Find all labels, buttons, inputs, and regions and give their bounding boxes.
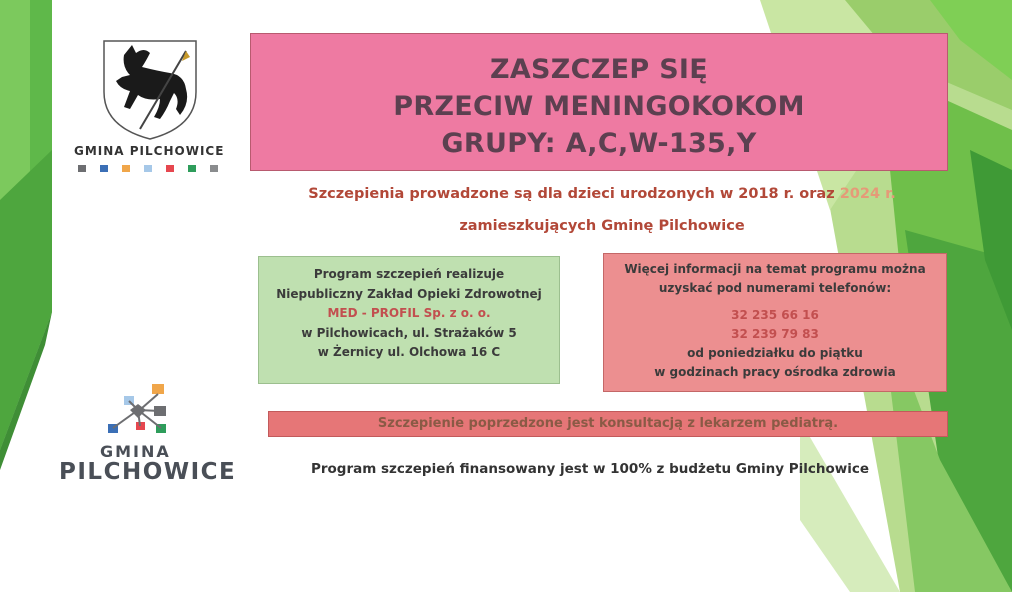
provider-company: MED - PROFIL Sp. z o. o. [327,306,491,320]
palette-swatch [188,165,196,172]
contact-intro: Więcej informacji na temat programu można [624,262,926,276]
phone-number: 32 235 66 16 [731,308,819,322]
palette-swatch [78,165,86,172]
provider-address: w Żernicy ul. Olchowa 16 C [317,345,501,359]
provider-line: Program szczepień realizuje [313,267,505,281]
phone-number: 32 239 79 83 [731,327,819,341]
eligibility-year-2024: 2024 r. [839,186,896,202]
coat-of-arms-logo [100,37,200,142]
contact-hours: w godzinach pracy ośrodka zdrowia [654,365,896,379]
provider-address: w Pilchowicach, ul. Strażaków 5 [301,325,517,340]
network-logo-icon [98,382,178,442]
provider-info-box [258,256,560,384]
headline-line-3: GRUPY: A,C,W-135,Y [441,127,757,159]
eligibility-prefix: Szczepienia prowadzone są dla dzieci urodzonych w 2018 r. oraz [308,186,835,202]
headline-banner [250,33,948,171]
residency-text: zamieszkujących Gminę Pilchowice [459,218,745,234]
palette-swatch [166,165,174,172]
palette-swatch [144,165,152,172]
financing-note: Program szczepień finansowany jest w 100% z budżetu Gminy Pilchowice [310,461,870,477]
logo-text-pilchowice: PILCHOWICE [59,459,237,485]
color-palette-strip [78,165,218,172]
provider-line: Niepubliczny Zakład Opieki Zdrowotnej [276,286,542,301]
palette-swatch [210,165,218,172]
palette-swatch [122,165,130,172]
consultation-notice: Szczepienie poprzedzone jest konsultacją z lekarzem pediatrą. [268,411,948,437]
crest-caption: GMINA PILCHOWICE [74,144,225,158]
palette-swatch [100,165,108,172]
headline-line-1: ZASZCZEP SIĘ [489,53,709,85]
contact-intro: uzyskać pod numerami telefonów: [658,281,892,295]
logo-text-gmina: GMINA [100,442,171,461]
contact-hours: od poniedziałku do piątku [687,346,863,360]
headline-line-2: PRZECIW MENINGOKOKOM [393,90,805,122]
eligibility-text [232,186,972,202]
contact-info-box [603,253,947,392]
